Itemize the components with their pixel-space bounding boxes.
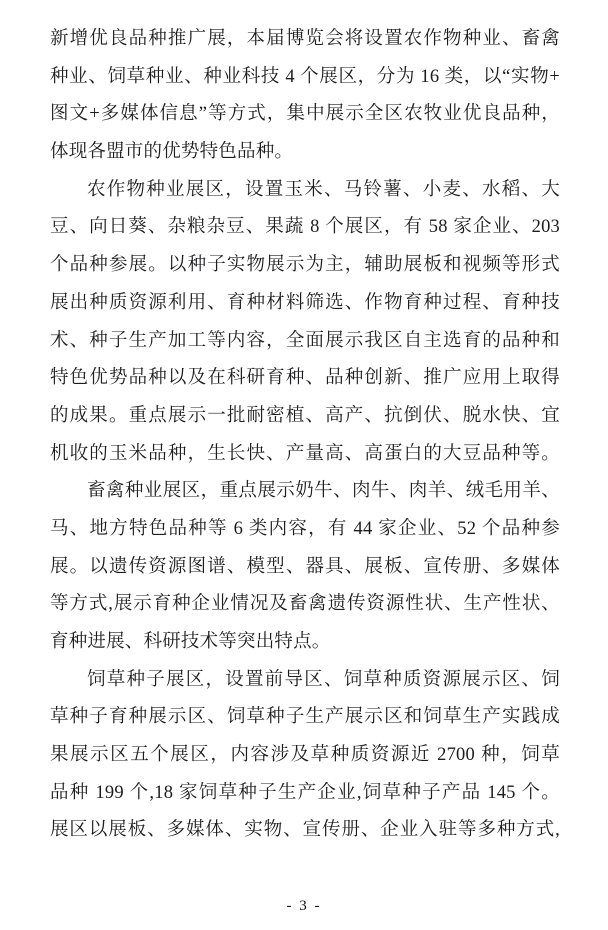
text-line: 术、种子生产加工等内容，全面展示我区自主选育的品种和 bbox=[50, 330, 560, 351]
text-line: 展。以遗传资源图谱、模型、器具、展板、宣传册、多媒体 bbox=[50, 556, 560, 577]
text-line: 饲草种子展区，设置前导区、饲草种质资源展示区、饲 bbox=[87, 669, 560, 690]
text-line: 品种 199 个,18 家饲草种子生产企业,饲草种子产品 145 个。 bbox=[50, 782, 560, 803]
text-line: 果展示区五个展区，内容涉及草种质资源近 2700 种，饲草 bbox=[50, 745, 560, 766]
text-line: 豆、向日葵、杂粮杂豆、果蔬 8 个展区，有 58 家企业、203 bbox=[50, 217, 560, 238]
text-line: 展出种质资源利用、育种材料筛选、作物育种过程、育种技 bbox=[50, 292, 560, 313]
text-line: 的成果。重点展示一批耐密植、高产、抗倒伏、脱水快、宜 bbox=[50, 405, 560, 426]
text-line: 马、地方特色品种等 6 类内容，有 44 家企业、52 个品种参 bbox=[50, 518, 560, 539]
page-number: - 3 - bbox=[286, 898, 322, 914]
text-line: 特色优势品种以及在科研育种、品种创新、推广应用上取得 bbox=[50, 368, 560, 389]
text-line: 等方式,展示育种企业情况及畜禽遗传资源性状、生产性状、 bbox=[50, 594, 560, 615]
text-line: 图文+多媒体信息”等方式，集中展示全区农牧业优良品种， bbox=[50, 104, 560, 125]
text-line: 育种进展、科研技术等突出特点。 bbox=[50, 632, 331, 652]
text-line: 畜禽种业展区，重点展示奶牛、肉牛、肉羊、绒毛用羊、 bbox=[87, 481, 560, 502]
text-line: 机收的玉米品种，生长快、产量高、高蛋白的大豆品种等。 bbox=[50, 443, 560, 464]
text-line: 个品种参展。以种子实物展示为主，辅助展板和视频等形式 bbox=[50, 255, 560, 276]
text-line: 农作物种业展区，设置玉米、马铃薯、小麦、水稻、大 bbox=[87, 179, 560, 200]
text-line: 展区以展板、多媒体、实物、宣传册、企业入驻等多种方式, bbox=[50, 820, 560, 841]
text-line: 新增优良品种推广展，本届博览会将设置农作物种业、畜禽 bbox=[50, 29, 560, 49]
text-line: 体现各盟市的优势特色品种。 bbox=[50, 142, 294, 163]
text-line: 种业、饲草种业、种业科技 4 个展区，分为 16 类，以“实物+ bbox=[50, 66, 560, 87]
text-line: 草种子育种展示区、饲草种子生产展示区和饲草生产实践成 bbox=[50, 707, 560, 728]
document-body-text bbox=[50, 21, 560, 850]
